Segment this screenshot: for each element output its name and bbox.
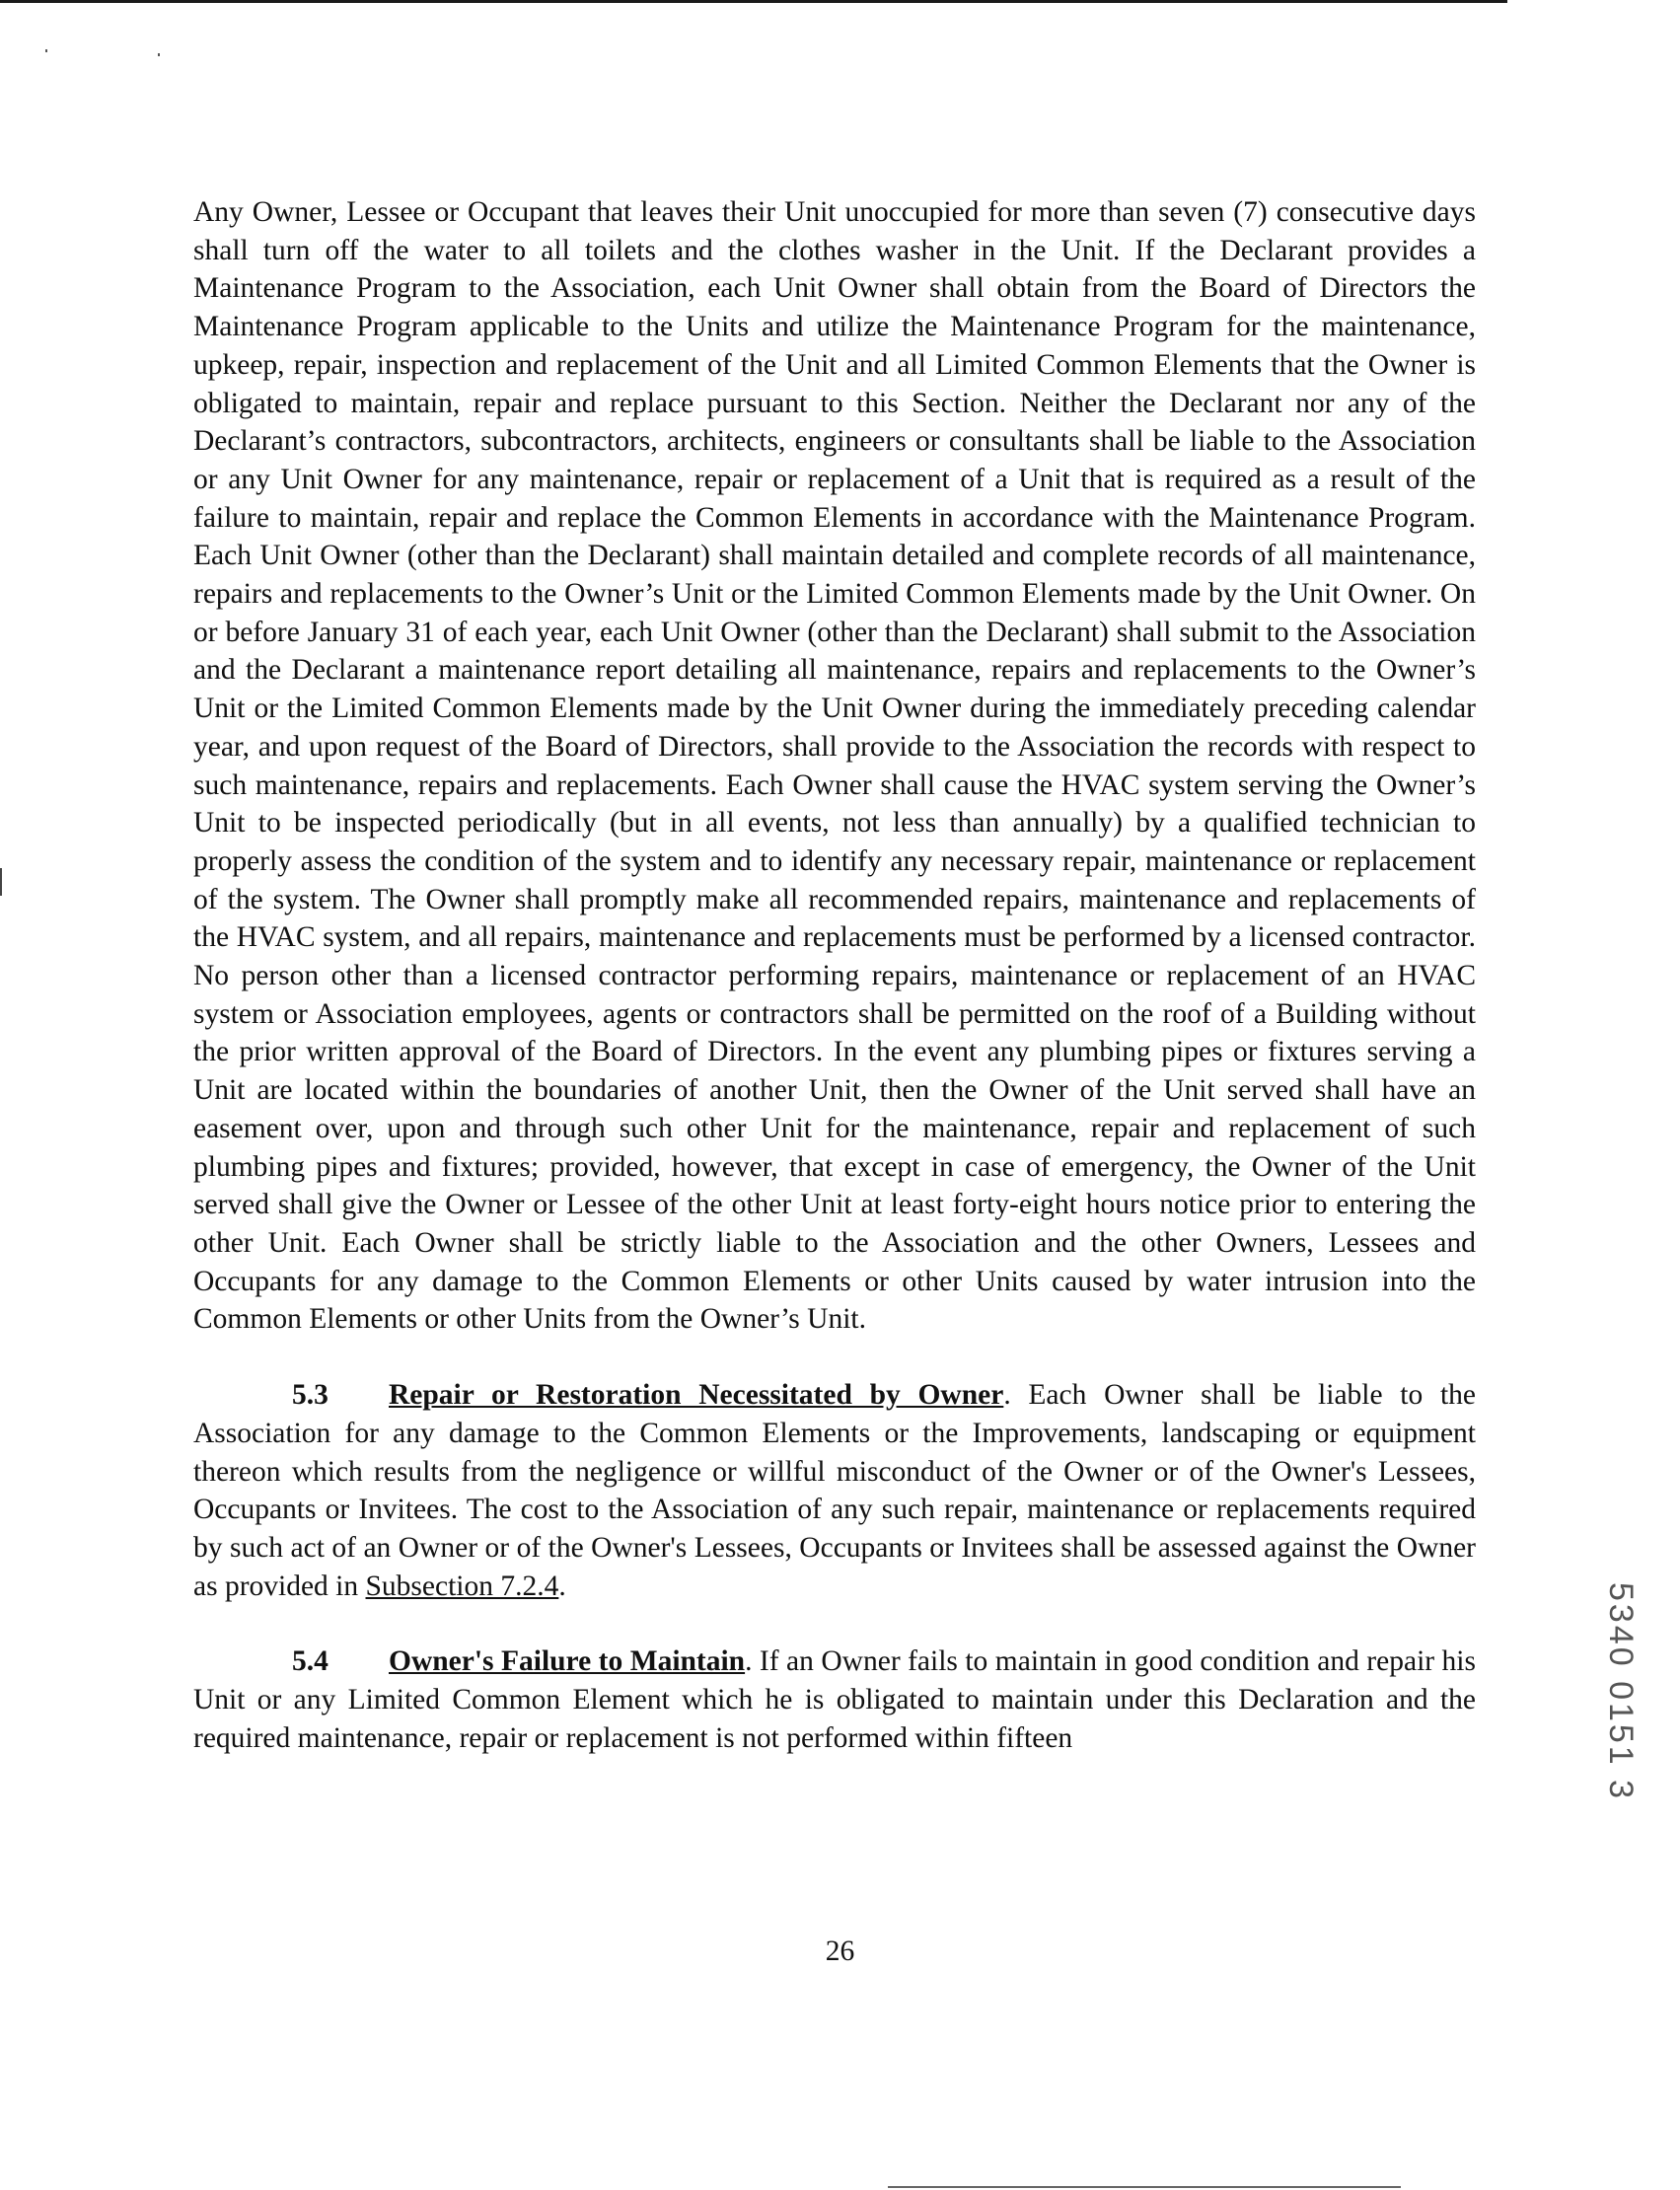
section-body-end: .	[558, 1570, 566, 1602]
left-scan-mark	[0, 868, 2, 896]
recording-stamp: 5340 0151 3	[1602, 1582, 1640, 1802]
continuation-paragraph: Any Owner, Lessee or Occupant that leaves their Unit unoccupied for more than seven (7) consecutive days shall turn off the water to all toilets and the clothes washer in the Unit. If the Declarant provides a Maintenance Program to the Association, each Unit Owner shall obtain from the Board of Directors the Maintenance Program applicable to the Units and utilize the Maintenance Program for the maintenance, upkeep, repair, inspection and replacement of the Unit and all Limited Common Elements that the Owner is obligated to maintain, repair and replace pursuant to this Section. Neither the Declarant nor any of the Declarant’s contractors, subcontractors, architects, engineers or consultants shall be liable to the Association or any Unit Owner for any maintenance, repair or replacement of a Unit that is required as a result of the failure to maintain, repair and replace the Common Elements in accordance with the Maintenance Program. Each Unit Owner (other than the Declarant) shall maintain detailed and complete records of all maintenance, repairs and replacements to the Owner’s Unit or the Limited Common Elements made by the Unit Owner. On or before January 31 of each year, each Unit Owner (other than the Declarant) shall submit to the Association and the Declarant a maintenance report detailing all maintenance, repairs and replacements to the Owner’s Unit or the Limited Common Elements made by the Unit Owner during the immediately preceding calendar year, and upon request of the Board of Directors, shall provide to the Association the records with respect to such maintenance, repairs and replacements. Each Owner shall cause the HVAC system serving the Owner’s Unit to be inspected periodically (but in all events, not less than annually) by a qualified technician to properly assess the condition of the system and to identify any necessary repair, maintenance or replacement of the system. The Owner shall promptly make all recommended repairs, maintenance and replacements of the HVAC system, and all repairs, maintenance and replacements must be performed by a licensed contractor. No person other than a licensed contractor performing repairs, maintenance or replacement of an HVAC system or Association employees, agents or contractors shall be permitted on the roof of a Building without the prior written approval of the Board of Directors. In the event any plumbing pipes or fixtures serving a Unit are located within the boundaries of another Unit, then the Owner of the Unit served shall have an easement over, upon and through such other Unit for the maintenance, repair and replacement of such plumbing pipes and fixtures; provided, however, that except in case of emergency, the Owner of the Unit served shall give the Owner or Lessee of the other Unit at least forty-eight hours notice prior to entering the other Unit. Each Owner shall be strictly liable to the Association and the other Owners, Lessees and Occupants for any damage to the Common Elements or other Units caused by water intrusion into the Common Elements or other Units from the Owner’s Unit.	[193, 196, 1476, 1336]
section-body: . Each Owner shall be liable to the Association for any damage to the Common Elements or the Improvements, landscaping or equipment thereon which results from the negligence or willful misconduct of the Owner or of the Owner's Lessees, Occupants or Invitees. The cost to the Association of any such repair, maintenance or replacements required by such act of an Owner or of the Owner's Lessees, Occupants or Invitees shall be assessed against the Owner as provided in	[193, 1379, 1476, 1602]
section-title: Owner's Failure to Maintain	[389, 1645, 746, 1678]
top-scan-border	[0, 0, 1507, 3]
scan-speck	[45, 49, 47, 52]
section-5-4	[193, 1642, 1476, 1757]
bottom-scan-border	[888, 2186, 1401, 2188]
section-number: 5.4	[292, 1645, 329, 1678]
subsection-reference: Subsection 7.2.4	[365, 1570, 559, 1602]
section-5-3	[193, 1376, 1476, 1605]
page-number: 26	[825, 1935, 855, 1967]
section-title: Repair or Restoration Necessitated by Owner	[389, 1379, 1004, 1412]
document-body	[193, 193, 1476, 1757]
scan-speck	[158, 53, 160, 56]
section-number: 5.3	[292, 1379, 329, 1412]
section-body: . If an Owner fails to maintain in good condition and repair his Unit or any Limited Common Element which he is obligated to maintain under this Declaration and the required maintenance, repair or replacement is not performed within fifteen	[193, 1645, 1476, 1754]
